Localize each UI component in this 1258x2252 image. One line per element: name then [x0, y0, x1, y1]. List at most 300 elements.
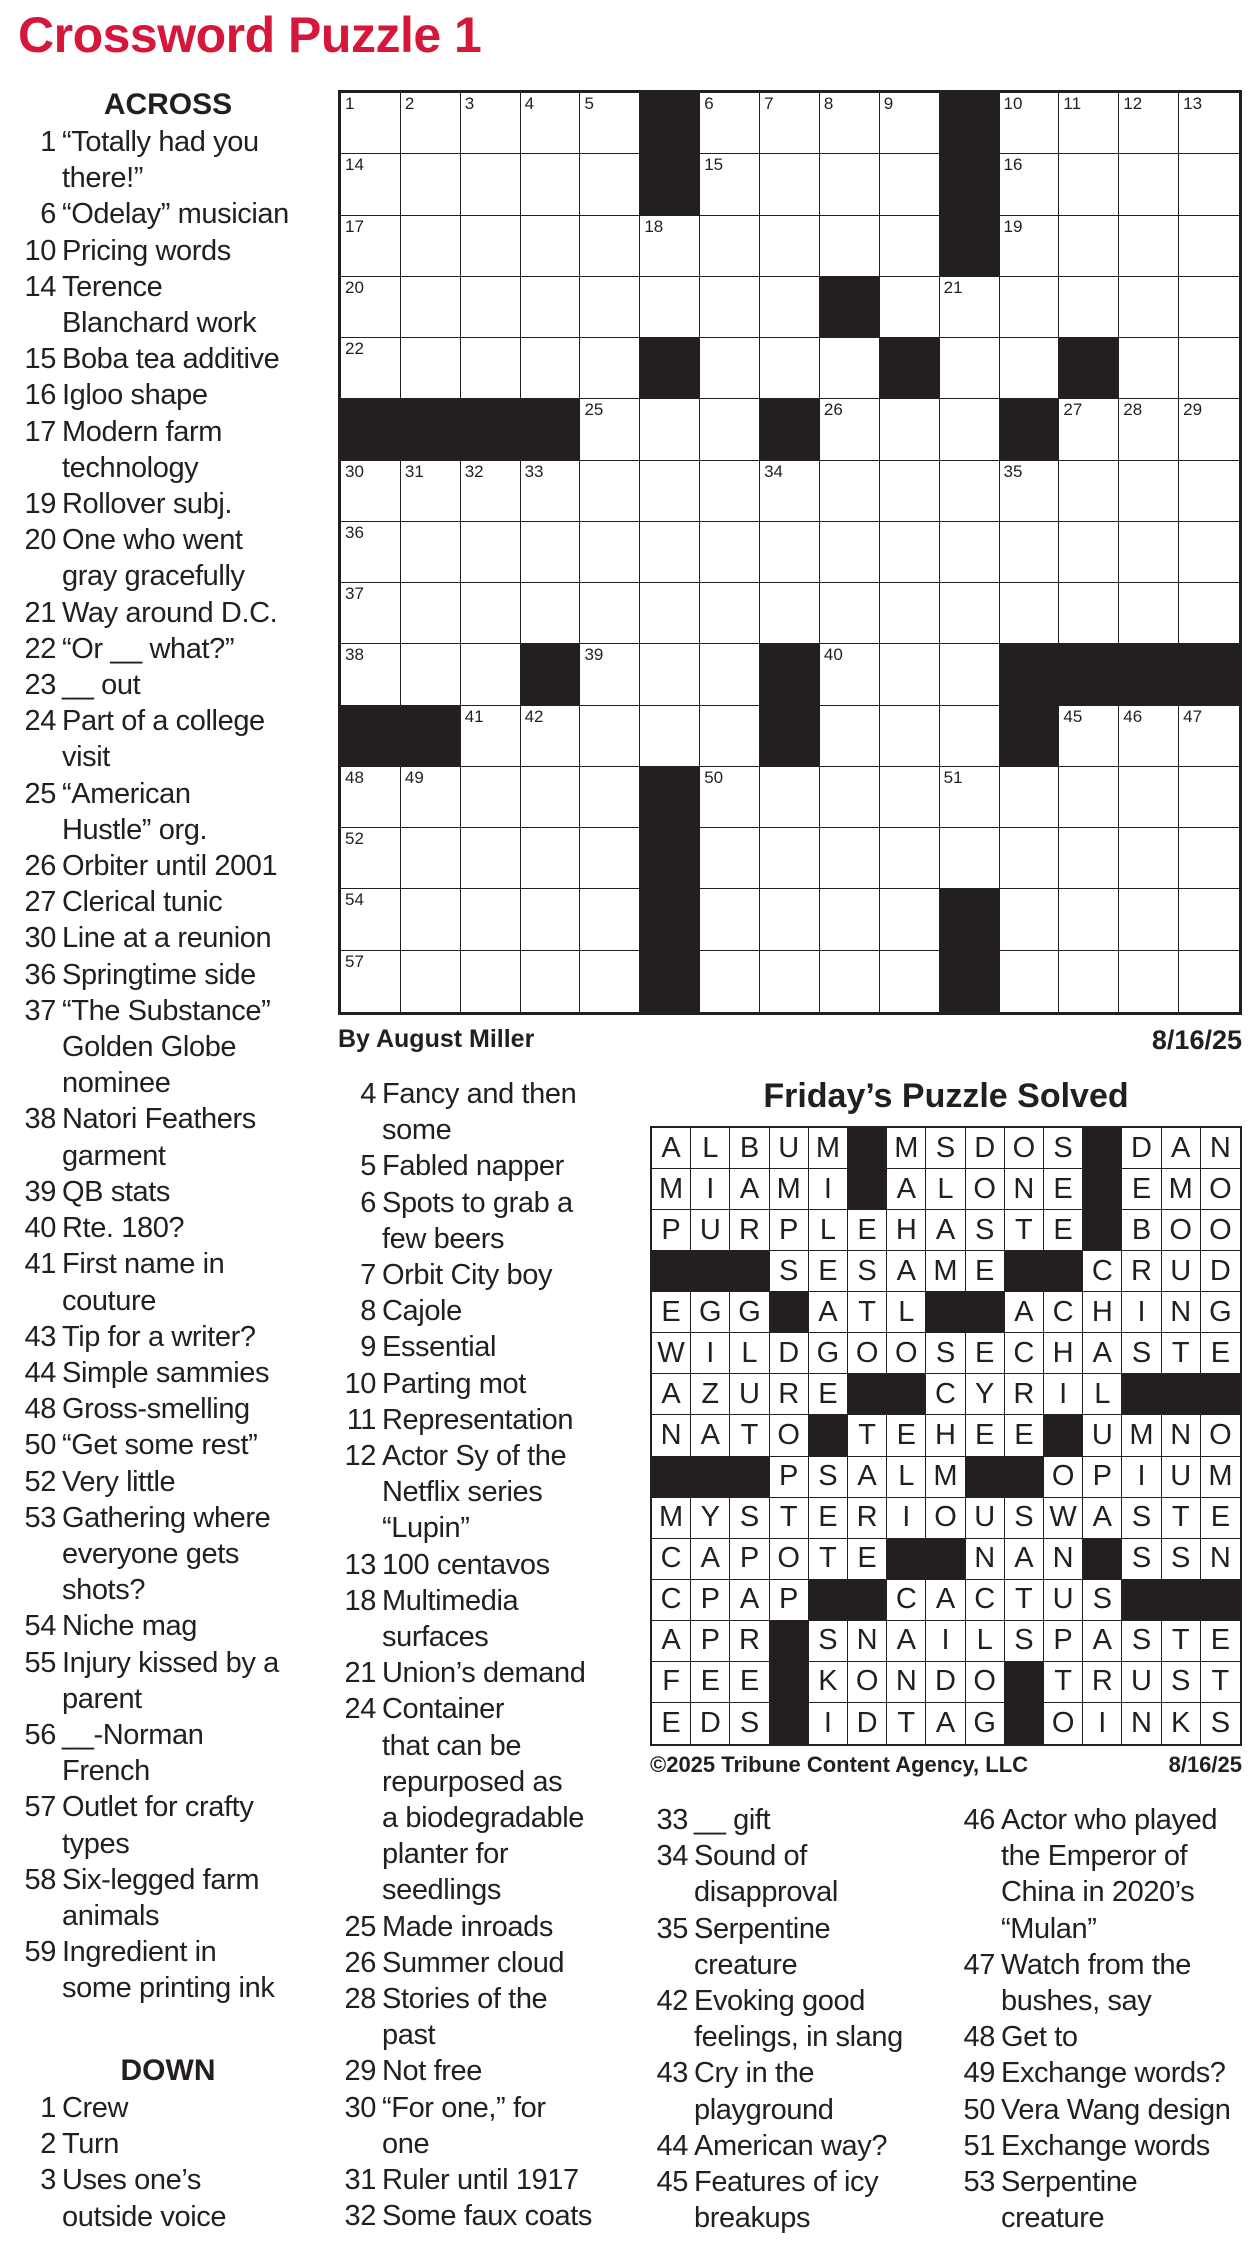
grid-cell[interactable]	[880, 399, 940, 460]
clue-text: Natori Feathers	[62, 1103, 256, 1136]
grid-cell[interactable]	[580, 951, 640, 1012]
grid-cell[interactable]	[880, 461, 940, 522]
clue-text: Blanchard work	[62, 307, 257, 340]
black-square	[640, 338, 700, 399]
grid-cell[interactable]	[1119, 951, 1179, 1012]
grid-cell[interactable]	[1119, 461, 1179, 522]
grid-cell[interactable]	[820, 644, 880, 705]
grid-cell[interactable]	[1059, 93, 1119, 154]
grid-cell[interactable]	[820, 338, 880, 399]
grid-cell[interactable]	[940, 338, 1000, 399]
grid-cell[interactable]	[760, 522, 820, 583]
grid-cell[interactable]	[580, 706, 640, 767]
grid-cell[interactable]	[1179, 522, 1239, 583]
grid-cell[interactable]	[760, 277, 820, 338]
cell-number: 8	[823, 94, 834, 113]
cell-number: 22	[345, 339, 364, 359]
solved-cell: T	[1162, 1498, 1201, 1539]
grid-cell[interactable]	[880, 889, 940, 950]
grid-cell[interactable]	[1179, 706, 1239, 767]
cell-number: 47	[1183, 706, 1203, 726]
grid-cell[interactable]	[521, 951, 581, 1012]
solved-cell: E	[966, 1333, 1005, 1374]
solved-cell: E	[966, 1415, 1005, 1456]
grid-cell[interactable]	[820, 399, 880, 460]
solved-black-square	[1122, 1374, 1161, 1415]
grid-cell[interactable]	[1179, 338, 1239, 399]
grid-cell[interactable]	[700, 828, 760, 889]
grid-cell[interactable]	[461, 706, 521, 767]
grid-cell[interactable]	[940, 461, 1000, 522]
grid-cell[interactable]	[1179, 216, 1239, 277]
grid-cell[interactable]	[1000, 828, 1060, 889]
clue-down-col1-1	[18, 2090, 328, 2126]
clue-text: Union’s demand	[382, 1657, 586, 1690]
solved-cell: S	[1044, 1128, 1083, 1169]
grid-cell[interactable]	[640, 644, 700, 705]
down-clues-col1	[18, 2090, 328, 2235]
grid-cell[interactable]	[580, 522, 640, 583]
grid-cell[interactable]	[1000, 889, 1060, 950]
clue-text: Serpentine	[1001, 2166, 1138, 2199]
clue-number: 1	[40, 126, 56, 158]
grid-cell[interactable]	[341, 889, 401, 950]
grid-cell[interactable]	[1059, 583, 1119, 644]
grid-cell[interactable]	[640, 706, 700, 767]
grid-cell[interactable]	[760, 828, 820, 889]
grid-cell[interactable]	[940, 706, 1000, 767]
grid-cell[interactable]	[760, 154, 820, 215]
grid-cell[interactable]	[1179, 583, 1239, 644]
grid-cell[interactable]	[640, 583, 700, 644]
grid-cell[interactable]	[700, 277, 760, 338]
solved-cell: M	[652, 1169, 691, 1210]
grid-cell[interactable]	[700, 399, 760, 460]
solved-cell: L	[809, 1210, 848, 1251]
solved-black-square	[848, 1128, 887, 1169]
black-square	[640, 154, 700, 215]
grid-cell[interactable]	[1119, 277, 1179, 338]
clue-across-57	[18, 1789, 328, 1861]
grid-cell[interactable]	[1179, 461, 1239, 522]
solved-cell: A	[1005, 1539, 1044, 1580]
solved-black-square	[1083, 1128, 1122, 1169]
cell-number: 25	[584, 400, 604, 420]
grid-cell[interactable]	[461, 767, 521, 828]
grid-cell[interactable]	[580, 461, 640, 522]
grid-cell[interactable]	[880, 828, 940, 889]
grid-cell[interactable]	[580, 644, 640, 705]
grid-cell[interactable]	[760, 216, 820, 277]
grid-cell[interactable]	[1179, 93, 1239, 154]
clue-across-19	[18, 486, 328, 522]
grid-cell[interactable]	[461, 277, 521, 338]
cell-number: 7	[764, 94, 774, 113]
grid-cell[interactable]	[1179, 277, 1239, 338]
solved-cell: E	[809, 1374, 848, 1415]
clue-text: Spots to grab a	[382, 1186, 573, 1219]
solved-cell: C	[926, 1374, 965, 1415]
solved-cell: I	[1083, 1703, 1122, 1744]
clue-number: 22	[24, 632, 56, 665]
grid-cell[interactable]	[580, 154, 640, 215]
grid-cell[interactable]	[940, 522, 1000, 583]
grid-cell[interactable]	[461, 828, 521, 889]
solved-cell: E	[1201, 1498, 1240, 1539]
clue-text: seedlings	[382, 1874, 501, 1907]
grid-cell[interactable]	[700, 93, 760, 154]
solved-black-square	[1162, 1580, 1201, 1621]
grid-cell[interactable]	[1119, 93, 1179, 154]
clue-text: surfaces	[382, 1621, 489, 1654]
clue-across-39	[18, 1174, 328, 1210]
grid-cell[interactable]	[461, 889, 521, 950]
grid-cell[interactable]	[700, 461, 760, 522]
grid-cell[interactable]	[341, 583, 401, 644]
grid-cell[interactable]	[521, 767, 581, 828]
copyright: ©2025 Tribune Content Agency, LLC	[650, 1752, 1029, 1777]
black-square	[1000, 399, 1060, 460]
grid-cell[interactable]	[521, 522, 581, 583]
across-clues	[18, 124, 328, 2007]
grid-cell[interactable]	[940, 583, 1000, 644]
grid-cell[interactable]	[1059, 154, 1119, 215]
solved-cell: R	[848, 1498, 887, 1539]
grid-cell[interactable]	[1000, 461, 1060, 522]
grid-cell[interactable]	[521, 461, 581, 522]
grid-cell[interactable]	[580, 338, 640, 399]
grid-cell[interactable]	[341, 522, 401, 583]
grid-cell[interactable]	[700, 522, 760, 583]
grid-cell[interactable]	[1119, 706, 1179, 767]
clue-number: 40	[24, 1212, 56, 1245]
grid-cell[interactable]	[820, 828, 880, 889]
grid-cell[interactable]	[820, 216, 880, 277]
grid-cell[interactable]	[880, 951, 940, 1012]
grid-cell[interactable]	[1119, 583, 1179, 644]
grid-cell[interactable]	[521, 583, 581, 644]
grid-cell[interactable]	[820, 889, 880, 950]
grid-cell[interactable]	[401, 828, 461, 889]
clue-text: shots?	[62, 1574, 146, 1607]
clue-number: 41	[24, 1248, 56, 1281]
grid-cell[interactable]	[640, 399, 700, 460]
grid-cell[interactable]	[640, 522, 700, 583]
grid-cell[interactable]	[1059, 706, 1119, 767]
grid-cell[interactable]	[401, 216, 461, 277]
grid-cell[interactable]	[700, 338, 760, 399]
solved-cell: P	[1083, 1457, 1122, 1498]
grid-cell[interactable]	[401, 644, 461, 705]
grid-cell[interactable]	[401, 93, 461, 154]
grid-cell[interactable]	[580, 216, 640, 277]
clue-text: outside voice	[62, 2200, 227, 2233]
grid-cell[interactable]	[1059, 767, 1119, 828]
grid-cell[interactable]	[760, 461, 820, 522]
grid-cell[interactable]	[760, 767, 820, 828]
clue-across-56	[18, 1717, 328, 1789]
grid-cell[interactable]	[580, 767, 640, 828]
grid-cell[interactable]	[1000, 338, 1060, 399]
cell-number: 27	[1063, 400, 1083, 420]
grid-cell[interactable]	[1000, 522, 1060, 583]
cell-number: 19	[1003, 216, 1023, 236]
clue-text: Features of icy	[694, 2166, 879, 2199]
grid-cell[interactable]	[341, 338, 401, 399]
grid-cell[interactable]	[461, 522, 521, 583]
grid-cell[interactable]	[1119, 522, 1179, 583]
down-clues-col2	[338, 1076, 638, 2235]
black-square	[341, 706, 401, 767]
grid-cell[interactable]	[521, 93, 581, 154]
grid-cell[interactable]	[1059, 889, 1119, 950]
grid-cell[interactable]	[461, 951, 521, 1012]
grid-cell[interactable]	[700, 767, 760, 828]
grid-cell[interactable]	[1059, 461, 1119, 522]
solved-cell: U	[1044, 1580, 1083, 1621]
clue-text: Gross-smelling	[62, 1393, 250, 1426]
grid-cell[interactable]	[640, 277, 700, 338]
grid-cell[interactable]	[880, 706, 940, 767]
grid-cell[interactable]	[401, 154, 461, 215]
grid-cell[interactable]	[700, 583, 760, 644]
cell-number: 33	[524, 461, 544, 481]
grid-cell[interactable]	[880, 583, 940, 644]
grid-cell[interactable]	[880, 93, 940, 154]
grid-cell[interactable]	[341, 644, 401, 705]
solved-black-square	[1044, 1415, 1083, 1456]
grid-cell[interactable]	[1119, 154, 1179, 215]
grid-cell[interactable]	[820, 706, 880, 767]
grid-cell[interactable]	[461, 461, 521, 522]
solved-cell: O	[926, 1498, 965, 1539]
clue-text: Rollover subj.	[62, 488, 233, 521]
solved-cell: A	[652, 1128, 691, 1169]
grid-cell[interactable]	[580, 277, 640, 338]
grid-cell[interactable]	[341, 93, 401, 154]
grid-cell[interactable]	[700, 951, 760, 1012]
grid-cell[interactable]	[341, 828, 401, 889]
grid-cell[interactable]	[760, 889, 820, 950]
clue-number: 8	[360, 1295, 376, 1328]
solved-cell: N	[1122, 1703, 1161, 1744]
grid-cell[interactable]	[1119, 216, 1179, 277]
grid-cell[interactable]	[820, 767, 880, 828]
grid-cell[interactable]	[1000, 154, 1060, 215]
grid-cell[interactable]	[1179, 767, 1239, 828]
grid-cell[interactable]	[521, 338, 581, 399]
black-square	[521, 644, 581, 705]
grid-cell[interactable]	[1179, 828, 1239, 889]
solved-cell: M	[770, 1169, 809, 1210]
grid-cell[interactable]	[820, 583, 880, 644]
clue-number: 39	[24, 1175, 56, 1208]
grid-cell[interactable]	[1000, 951, 1060, 1012]
grid-cell[interactable]	[940, 767, 1000, 828]
grid-cell[interactable]	[521, 828, 581, 889]
grid-cell[interactable]	[580, 93, 640, 154]
grid-cell[interactable]	[461, 216, 521, 277]
solved-cell: K	[1162, 1703, 1201, 1744]
grid-cell[interactable]	[760, 338, 820, 399]
grid-cell[interactable]	[401, 522, 461, 583]
solved-cell: A	[887, 1621, 926, 1662]
grid-cell[interactable]	[580, 399, 640, 460]
solved-cell: C	[652, 1539, 691, 1580]
grid-cell[interactable]	[1119, 338, 1179, 399]
grid-cell[interactable]	[700, 154, 760, 215]
grid-cell[interactable]	[1000, 277, 1060, 338]
grid-cell[interactable]	[880, 154, 940, 215]
grid-cell[interactable]	[341, 216, 401, 277]
grid-cell[interactable]	[521, 706, 581, 767]
grid-cell[interactable]	[461, 93, 521, 154]
puzzle-date: 8/16/25	[1151, 1025, 1242, 1055]
cell-number: 21	[943, 277, 963, 297]
clue-text: technology	[62, 451, 199, 484]
grid-cell[interactable]	[580, 583, 640, 644]
clue-text: “Totally had you	[62, 126, 259, 158]
grid-cell[interactable]	[461, 338, 521, 399]
solved-cell: E	[1044, 1169, 1083, 1210]
clue-text: __ out	[62, 669, 141, 702]
grid-cell[interactable]	[461, 154, 521, 215]
grid-cell[interactable]	[940, 644, 1000, 705]
clue-down-col3-45	[650, 2164, 950, 2236]
solved-cell: C	[1083, 1251, 1122, 1292]
grid-cell[interactable]	[1179, 399, 1239, 460]
grid-cell[interactable]	[1000, 93, 1060, 154]
solved-cell: A	[887, 1251, 926, 1292]
solved-cell: B	[730, 1128, 769, 1169]
grid-cell[interactable]	[640, 216, 700, 277]
solved-cell: U	[966, 1498, 1005, 1539]
grid-cell[interactable]	[940, 399, 1000, 460]
grid-cell[interactable]	[461, 644, 521, 705]
grid-cell[interactable]	[880, 767, 940, 828]
solved-cell: N	[1044, 1539, 1083, 1580]
grid-cell[interactable]	[401, 889, 461, 950]
grid-cell[interactable]	[880, 522, 940, 583]
grid-cell[interactable]	[341, 951, 401, 1012]
grid-cell[interactable]	[760, 583, 820, 644]
solved-cell: R	[770, 1374, 809, 1415]
solved-cell: M	[1201, 1457, 1240, 1498]
grid-cell[interactable]	[700, 644, 760, 705]
cell-number: 46	[1123, 706, 1143, 726]
grid-cell[interactable]	[820, 522, 880, 583]
grid-cell[interactable]	[820, 461, 880, 522]
grid-cell[interactable]	[401, 583, 461, 644]
solved-black-square	[652, 1251, 691, 1292]
grid-cell[interactable]	[401, 277, 461, 338]
cell-number: 2	[404, 94, 415, 113]
grid-cell[interactable]	[1000, 583, 1060, 644]
grid-cell[interactable]	[461, 583, 521, 644]
grid-cell[interactable]	[1119, 889, 1179, 950]
grid-cell[interactable]	[1119, 399, 1179, 460]
grid-cell[interactable]	[580, 828, 640, 889]
grid-cell[interactable]	[521, 277, 581, 338]
grid-cell[interactable]	[760, 951, 820, 1012]
grid-cell[interactable]	[1179, 154, 1239, 215]
grid-cell[interactable]	[341, 767, 401, 828]
cell-number: 10	[1003, 94, 1023, 113]
cell-number: 29	[1183, 400, 1203, 420]
grid-cell[interactable]	[1000, 216, 1060, 277]
clue-across-58	[18, 1862, 328, 1934]
cell-number: 49	[404, 767, 424, 787]
puzzle-title: Crossword Puzzle 1	[18, 7, 482, 63]
grid-cell[interactable]	[341, 277, 401, 338]
solved-title: Friday’s Puzzle Solved	[763, 1077, 1129, 1115]
clue-text: China in 2020’s	[1001, 1876, 1195, 1909]
grid-cell[interactable]	[1059, 216, 1119, 277]
solved-cell: S	[770, 1251, 809, 1292]
grid-cell[interactable]	[640, 461, 700, 522]
grid-cell[interactable]	[940, 277, 1000, 338]
cell-number: 4	[524, 94, 535, 113]
cell-number: 6	[704, 94, 714, 113]
grid-cell[interactable]	[521, 154, 581, 215]
grid-cell[interactable]	[1059, 522, 1119, 583]
grid-cell[interactable]	[401, 767, 461, 828]
solved-cell: E	[966, 1251, 1005, 1292]
grid-cell[interactable]	[401, 951, 461, 1012]
grid-cell[interactable]	[341, 154, 401, 215]
grid-cell[interactable]	[1059, 828, 1119, 889]
clue-across-43	[18, 1319, 328, 1355]
solved-cell: W	[1044, 1498, 1083, 1539]
grid-cell[interactable]	[521, 889, 581, 950]
grid-cell[interactable]	[700, 889, 760, 950]
grid-cell[interactable]	[1059, 951, 1119, 1012]
clue-text: Terence	[62, 270, 163, 303]
grid-cell[interactable]	[580, 889, 640, 950]
clue-number: 36	[24, 958, 56, 991]
grid-cell[interactable]	[1059, 399, 1119, 460]
clue-down-col2-8	[338, 1293, 638, 1329]
grid-cell[interactable]	[341, 461, 401, 522]
grid-cell[interactable]	[880, 277, 940, 338]
grid-cell[interactable]	[820, 154, 880, 215]
solved-cell: S	[1162, 1662, 1201, 1703]
grid-cell[interactable]	[1000, 767, 1060, 828]
clue-number: 16	[24, 379, 56, 412]
grid-cell[interactable]	[880, 644, 940, 705]
black-square	[341, 399, 401, 460]
grid-cell[interactable]	[1179, 951, 1239, 1012]
grid-cell[interactable]	[760, 93, 820, 154]
grid-cell[interactable]	[700, 706, 760, 767]
clue-number: 18	[344, 1584, 376, 1617]
grid-cell[interactable]	[700, 216, 760, 277]
grid-cell[interactable]	[1179, 889, 1239, 950]
grid-cell[interactable]	[401, 338, 461, 399]
grid-cell[interactable]	[401, 461, 461, 522]
grid-cell[interactable]	[820, 951, 880, 1012]
solved-black-square	[1162, 1374, 1201, 1415]
solved-cell: U	[691, 1210, 730, 1251]
grid-cell[interactable]	[1119, 767, 1179, 828]
grid-cell[interactable]	[820, 93, 880, 154]
grid-cell[interactable]	[880, 216, 940, 277]
grid-cell[interactable]	[1119, 828, 1179, 889]
grid-cell[interactable]	[1059, 277, 1119, 338]
grid-cell[interactable]	[521, 216, 581, 277]
grid-cell[interactable]	[940, 828, 1000, 889]
cell-number: 57	[345, 951, 364, 971]
